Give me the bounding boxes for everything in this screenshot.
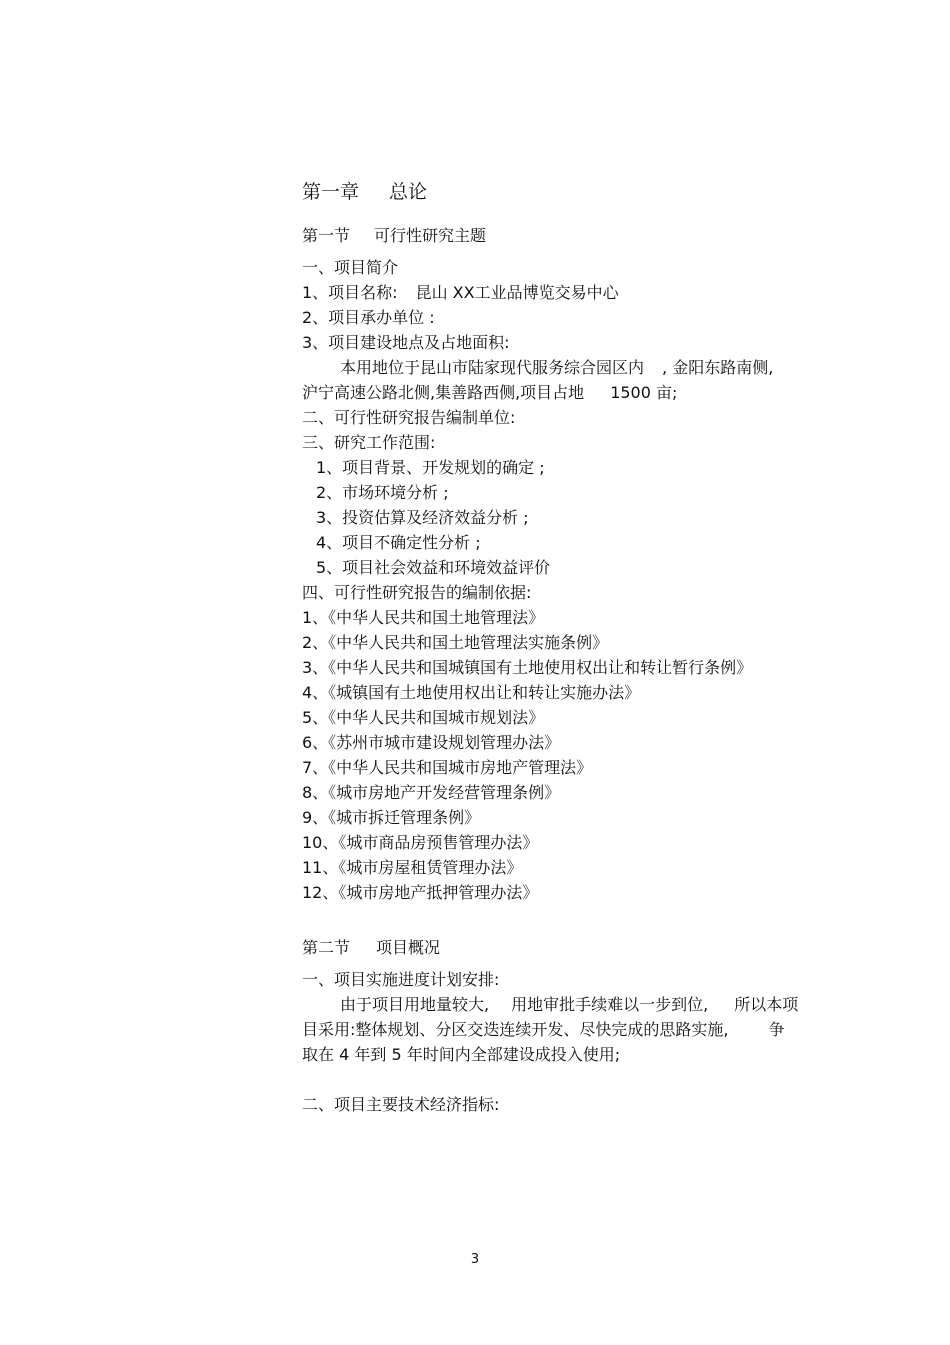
- chapter-heading: [302, 180, 427, 204]
- basis-item: 4、《城镇国有土地使用权出让和转让实施办法》: [302, 683, 641, 702]
- section-heading: [302, 226, 486, 246]
- section-title: 项目概况: [376, 938, 441, 957]
- section-title: 可行性研究主题: [374, 226, 487, 245]
- scope-item: 5、项目社会效益和环境效益评价: [316, 558, 551, 577]
- schedule-text-2a: 目采用:整体规划、分区交迭连续开发、尽快完成的思路实施,: [302, 1020, 729, 1039]
- basis-item: 6、《苏州市城市建设规划管理办法》: [302, 733, 561, 752]
- scope-item: 2、市场环境分析 ;: [316, 483, 449, 502]
- basis-item: 9、《城市拆迁管理条例》: [302, 808, 481, 827]
- schedule-text-1c: 所以本项: [734, 995, 799, 1014]
- chapter-number: 第一章: [302, 181, 360, 203]
- schedule-line-2: [302, 1020, 785, 1040]
- basis-item: 8、《城市房地产开发经营管理条例》: [302, 783, 561, 802]
- schedule-line-3: 取在 4 年到 5 年时间内全部建设成投入使用;: [302, 1045, 621, 1064]
- site-text-2a: 沪宁高速公路北侧,集善路西侧,项目占地: [302, 383, 585, 402]
- site-text-2b: 1500 亩;: [610, 383, 678, 402]
- scope-item: 1、项目背景、开发规划的确定 ;: [316, 458, 545, 477]
- schedule-heading: 一、项目实施进度计划安排:: [302, 970, 500, 989]
- page-number: 3: [470, 1252, 480, 1267]
- schedule-text-1a: 由于项目用地量较大,: [340, 995, 490, 1014]
- basis-item: 10、《城市商品房预售管理办法》: [302, 833, 539, 852]
- site-paragraph-line-2: [302, 383, 677, 403]
- report-unit-heading: 二、可行性研究报告编制单位:: [302, 408, 516, 427]
- schedule-text-1b: 用地审批手续难以一步到位,: [511, 995, 709, 1014]
- chapter-title: 总论: [389, 181, 428, 203]
- intro-heading: 一、项目简介: [302, 258, 399, 277]
- basis-item: 11、《城市房屋租赁管理办法》: [302, 858, 523, 877]
- section-number: 第一节: [302, 226, 351, 245]
- project-name-label: 1、项目名称:: [302, 283, 398, 302]
- site-text-1a: 本用地位于昆山市陆家现代服务综合园区内: [340, 358, 645, 377]
- basis-heading: 四、可行性研究报告的编制依据:: [302, 583, 532, 602]
- site-area-heading: 3、项目建设地点及占地面积:: [302, 333, 510, 352]
- scope-heading: 三、研究工作范围:: [302, 433, 436, 452]
- basis-item: 1、《中华人民共和国土地管理法》: [302, 608, 545, 627]
- site-text-1b: , 金阳东路南侧,: [662, 358, 774, 377]
- project-name-line: [302, 283, 619, 303]
- host-unit-line: 2、项目承办单位 :: [302, 308, 435, 327]
- basis-item: 7、《中华人民共和国城市房地产管理法》: [302, 758, 593, 777]
- scope-item: 4、项目不确定性分析 ;: [316, 533, 481, 552]
- schedule-text-2b: 争: [768, 1020, 785, 1039]
- indicators-heading: 二、项目主要技术经济指标:: [302, 1095, 500, 1114]
- basis-item: 3、《中华人民共和国城镇国有土地使用权出让和转让暂行条例》: [302, 658, 753, 677]
- scope-item: 3、投资估算及经济效益分析 ;: [316, 508, 529, 527]
- schedule-line-1: [340, 995, 798, 1015]
- basis-item: 12、《城市房地产抵押管理办法》: [302, 883, 539, 902]
- site-paragraph-line-1: [340, 358, 773, 378]
- project-name-value: 昆山 XX工业品博览交易中心: [415, 283, 619, 302]
- section-heading: [302, 938, 440, 958]
- section-number: 第二节: [302, 938, 351, 957]
- basis-item: 5、《中华人民共和国城市规划法》: [302, 708, 545, 727]
- basis-item: 2、《中华人民共和国土地管理法实施条例》: [302, 633, 609, 652]
